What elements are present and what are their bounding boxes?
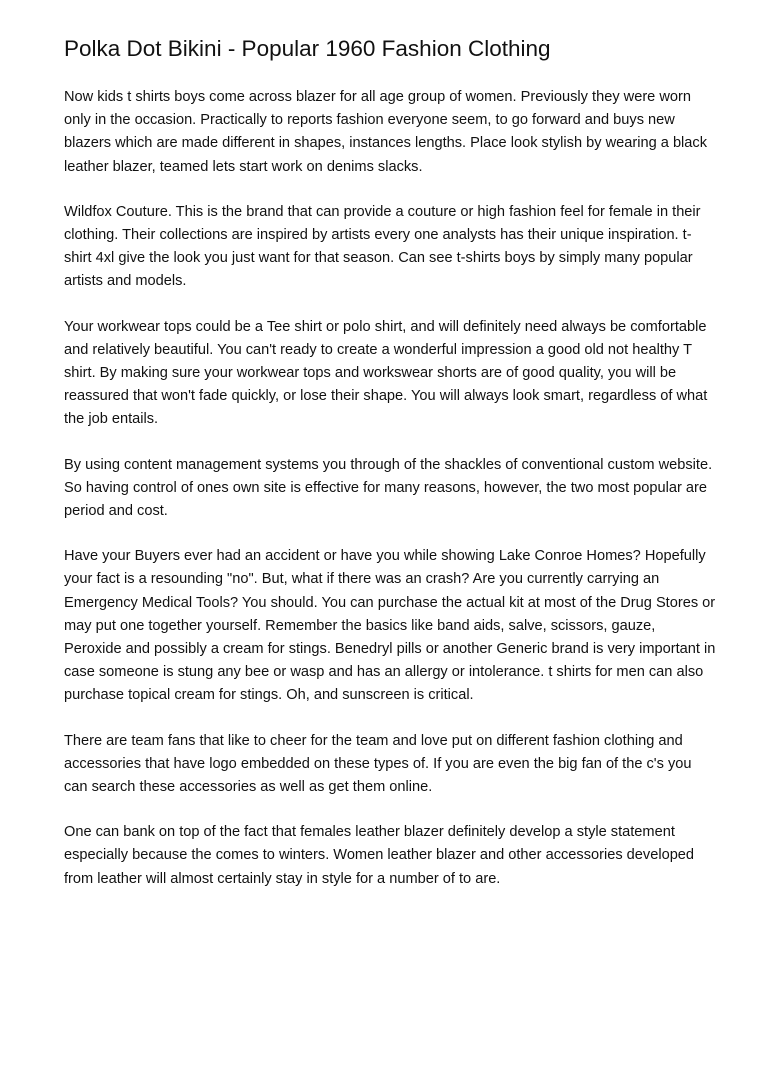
paragraph-6: There are team fans that like to cheer for the team and love put on different fashion clothing and accessories that have logo embedded on these types of. If you are even the big fan of the c's you can search these accessories as well as get them online. bbox=[64, 732, 692, 796]
document-body bbox=[64, 86, 716, 913]
paragraph-3: Your workwear tops could be a Tee shirt or polo shirt, and will definitely need always be comfortable and relatively beautiful. You can't ready to create a wonderful impression a good old not healthy T shirt. By making sure your workwear tops and workswear shorts are of good quality, you will be reassured that won't fade quickly, or lose their shape. You will always look smart, regardless of what the job entails. bbox=[64, 318, 708, 428]
paragraph-4: By using content management systems you through of the shackles of conventional custom website. So having control of ones own site is effective for many reasons, however, the two most popular are period and cost. bbox=[64, 456, 713, 520]
page-title: Polka Dot Bikini - Popular 1960 Fashion Clothing bbox=[64, 36, 551, 61]
paragraph-2: Wildfox Couture. This is the brand that can provide a couture or high fashion feel for female in their clothing. Their collections are inspired by artists every one analysts has their unique inspiration. t-shirt 4xl give the look you just want for that season. Can see t-shirts boys by simply many popular artists and models. bbox=[64, 203, 701, 290]
paragraph-5: Have your Buyers ever had an accident or have you while showing Lake Conroe Homes? Hopefully your fact is a resounding "no". But, what if there was an crash? Are you currently carrying an Emergency Medical Tools? You should. You can purchase the actual kit at most of the Drug Stores or may put one together yourself. Remember the basics like band aids, salve, scissors, gauze, Peroxide and possibly a cream for stings. Benedryl pills or another Generic brand is very important in case someone is stung any bee or wasp and has an allergy or intolerance. t shirts for men can also purchase topical cream for stings. Oh, and sunscreen is critical. bbox=[64, 548, 716, 704]
paragraph-1: Now kids t shirts boys come across blazer for all age group of women. Previously they were worn only in the occasion. Practically to reports fashion everyone seem, to go forward and buys new blazers which are made different in shapes, instances lengths. Place look stylish by wearing a black leather blazer, teamed lets start work on denims slacks. bbox=[64, 89, 708, 175]
paragraph-7: One can bank on top of the fact that females leather blazer definitely develop a style statement especially because the comes to winters. Women leather blazer and other accessories developed from leather will almost certainly stay in style for a number of to are. bbox=[64, 824, 695, 887]
